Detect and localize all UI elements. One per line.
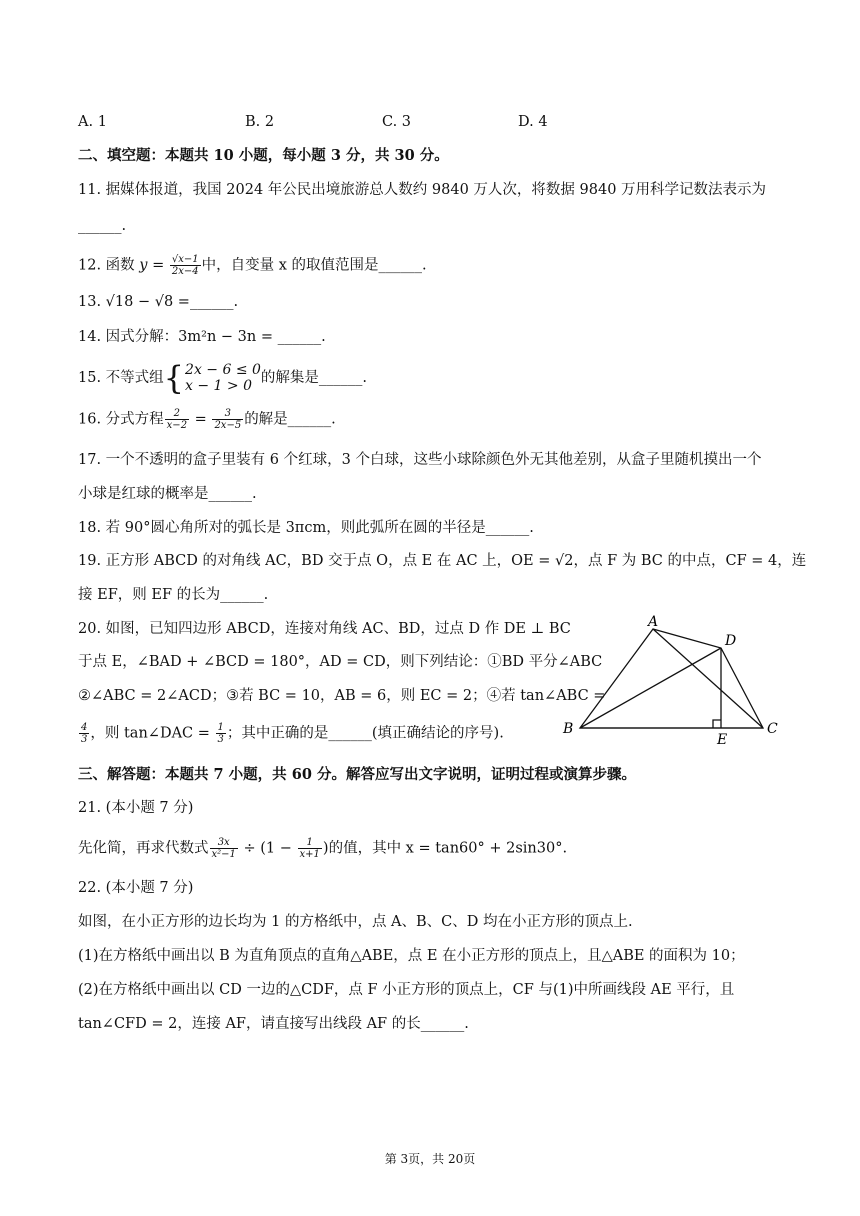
- q22-line1: 如图，在小正方形的边长均为 1 的方格纸中，点 A、B、C、D 均在小正方形的顶点上.: [78, 914, 633, 930]
- q21-body: [78, 837, 567, 860]
- q16: [78, 408, 336, 431]
- q12-numerator: √x−1: [171, 254, 199, 265]
- q21-num2: 1: [298, 837, 322, 849]
- right-angle-mark: [713, 720, 721, 728]
- q17-line1: 17. 一个不透明的盒子里装有 6 个红球，3 个白球，这些小球除颜色外无其他差别，从盒子里随机摸出一个: [78, 452, 762, 468]
- q18: 18. 若 90°圆心角所对的弧长是 3πcm，则此弧所在圆的半径是______.: [78, 520, 534, 536]
- q14: 14. 因式分解：3m²n − 3n = ______.: [78, 329, 326, 345]
- q20-line4-suffix: ；其中正确的是______(填正确结论的序号).: [226, 725, 504, 742]
- q22-line2: (1)在方格纸中画出以 B 为直角顶点的直角△ABE，点 E 在小正方形的顶点上，且△ABE 的面积为 10；: [78, 948, 745, 964]
- option-b: B. 2: [245, 114, 275, 130]
- q19-line2: 接 EF，则 EF 的长为______.: [78, 587, 269, 603]
- q20-den1: 3: [81, 734, 88, 745]
- q21-prefix: 先化简，再求代数式: [78, 840, 209, 857]
- option-c: C. 3: [382, 114, 412, 130]
- q15: [78, 359, 368, 397]
- q12-fraction: [170, 254, 201, 277]
- label-d: D: [725, 633, 737, 649]
- q21-den2: x+1: [299, 849, 320, 860]
- q20-line4-mid: ，则 tan∠DAC =: [90, 725, 215, 742]
- q17-line2: 小球是红球的概率是______.: [78, 486, 257, 502]
- q20-line1: 20. 如图，已知四边形 ABCD，连接对角线 AC、BD，过点 D 作 DE ⊥ BC: [78, 621, 571, 637]
- q12-denominator: 2x−4: [171, 266, 199, 277]
- page-footer: 第 3页，共 20页: [384, 1152, 476, 1166]
- q15-row2: x − 1 > 0: [185, 378, 253, 394]
- q20-den2: 3: [217, 734, 224, 745]
- q21-fraction-1: [210, 837, 238, 860]
- q15-system: [185, 362, 261, 394]
- q20-geometry-figure: [555, 612, 785, 752]
- q16-den2: 2x−5: [214, 420, 242, 431]
- diagonal-bd: [580, 648, 721, 728]
- q12-eq: =: [147, 257, 169, 274]
- q21-suffix: )的值，其中 x = tan60° + 2sin30°.: [322, 840, 568, 857]
- q22-line3: (2)在方格纸中画出以 CD 一边的△CDF，点 F 小正方形的顶点上，CF 与(1)中所画线段 AE 平行，且: [78, 982, 735, 998]
- q15-prefix: 15. 不等式组: [78, 370, 164, 386]
- q12-y: y: [139, 257, 148, 274]
- q21-mid: ÷ (1 −: [238, 840, 297, 857]
- q20-line3: ②∠ABC = 2∠ACD；③若 BC = 10，AB = 6，则 EC = 2；④若 tan∠ABC =: [78, 688, 606, 704]
- q16-num2: 3: [212, 408, 243, 420]
- q16-suffix: 的解是______.: [244, 411, 336, 428]
- label-c: C: [767, 721, 778, 737]
- q21-num1: 3x: [210, 837, 238, 849]
- q15-row1: 2x − 6 ≤ 0: [185, 362, 261, 378]
- q16-num1: 2: [165, 408, 189, 420]
- q12-prefix: 12. 函数: [78, 257, 140, 274]
- q11-line1: 11. 据媒体报道，我国 2024 年公民出境旅游总人数约 9840 万人次，将数据 9840 万用科学记数法表示为: [78, 182, 767, 198]
- q19-line1: 19. 正方形 ABCD 的对角线 AC，BD 交于点 O，点 E 在 AC 上，OE = √2，点 F 为 BC 的中点，CF = 4，连: [78, 553, 807, 569]
- section2-heading: 二、填空题：本题共 10 小题，每小题 3 分，共 30 分。: [78, 147, 449, 164]
- section3-heading: 三、解答题：本题共 7 小题，共 60 分。解答应写出文字说明，证明过程或演算步骤。: [78, 766, 636, 783]
- q20-fraction-2: [216, 722, 226, 745]
- option-d: D. 4: [518, 114, 548, 130]
- option-a: A. 1: [78, 114, 107, 130]
- q21-fraction-2: [298, 837, 322, 860]
- label-e: E: [717, 732, 728, 748]
- q20-line2: 于点 E，∠BAD + ∠BCD = 180°，AD = CD，则下列结论：①BD 平分∠ABC: [78, 654, 603, 670]
- q20-fraction-1: [79, 722, 89, 745]
- q12-suffix: 中，自变量 x 的取值范围是______.: [201, 257, 427, 274]
- q16-fraction-left: [165, 408, 189, 431]
- q21-den1: x²−1: [211, 849, 236, 860]
- q22-title: 22. (本小题 7 分): [78, 880, 194, 896]
- label-b: B: [563, 721, 574, 737]
- q15-brace: {: [163, 359, 185, 397]
- q13: 13. √18 − √8 =______.: [78, 294, 239, 310]
- q16-eq: =: [190, 411, 212, 428]
- q16-fraction-right: [212, 408, 243, 431]
- q11-line2: ______.: [78, 218, 127, 234]
- q16-prefix: 16. 分式方程: [78, 411, 164, 428]
- q22-line4: tan∠CFD = 2，连接 AF，请直接写出线段 AF 的长______.: [78, 1016, 469, 1032]
- q20-num1: 4: [81, 722, 88, 733]
- q16-den1: x−2: [166, 420, 188, 431]
- label-a: A: [648, 614, 659, 630]
- q15-suffix: 的解集是______.: [260, 370, 368, 386]
- q12: [78, 254, 427, 277]
- q21-title: 21. (本小题 7 分): [78, 800, 194, 816]
- q20-line4: [78, 722, 504, 745]
- q20-num2: 1: [217, 722, 224, 733]
